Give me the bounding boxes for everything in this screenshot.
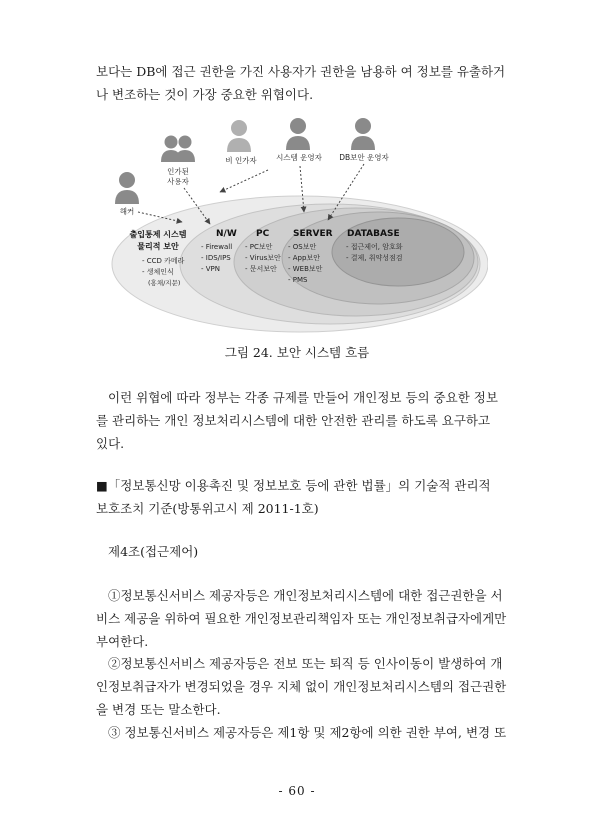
- db-admin-person-icon: [351, 118, 375, 150]
- para3-line-1: ■「정보통신망 이용촉진 및 정보보호 등에 관한 법률」의 기술적 관리적: [96, 478, 491, 493]
- physical-item-3: (홍채/지문): [148, 279, 181, 287]
- database-title: DATABASE: [347, 229, 400, 239]
- server-item-2: - App보안: [288, 254, 320, 262]
- physical-item-1: - CCD 카메라: [142, 257, 185, 265]
- physical-item-2: - 생체인식: [142, 268, 174, 276]
- server-item-4: - PMS: [288, 276, 308, 284]
- authorized-user-label-1: 인가된: [167, 167, 189, 176]
- para3-line-2: 보호조치 기준(방통위고시 제 2011-1호): [96, 501, 319, 516]
- para2-line-1: 이런 위협에 따라 정부는 각종 규제를 만들어 개인정보 등의 중요한 정보: [108, 390, 498, 405]
- unauthorized-person-icon: [227, 120, 251, 152]
- clause2-line-1: ②정보통신서비스 제공자등은 전보 또는 퇴직 등 인사이동이 발생하여 개: [108, 656, 503, 671]
- clause1-line-3: 부여한다.: [96, 634, 149, 649]
- network-item-3: - VPN: [201, 265, 220, 273]
- authorized-users-icon: [161, 136, 195, 163]
- network-item-1: - Firewall: [201, 243, 233, 251]
- law-reference-paragraph: [96, 474, 516, 520]
- clause2-line-3: 을 변경 또는 말소한다.: [96, 702, 221, 717]
- database-item-2: - 결제, 취약성점검: [346, 254, 403, 262]
- db-admin-label: DB보안 운영자: [339, 153, 389, 162]
- pc-item-3: - 문서보안: [245, 265, 277, 273]
- article-heading: 제4조(접근제어): [108, 544, 199, 559]
- figure-caption: 그림 24. 보안 시스템 흐름: [224, 345, 370, 360]
- intro-line-1: 보다는 DB에 접근 권한을 가진 사용자가 권한을 남용하 여 정보를 유출하거: [96, 64, 506, 79]
- clause3-line-1: ③ 정보통신서비스 제공자등은 제1항 및 제2항에 의한 권한 부여, 변경 또: [108, 725, 507, 740]
- system-admin-label: 시스템 운영자: [276, 153, 322, 162]
- page-number: - 60 -: [278, 784, 316, 798]
- clause1-line-1: ①정보통신서비스 제공자등은 개인정보처리시스템에 대한 접근권한을 서: [108, 588, 503, 603]
- clause2-line-2: 인정보취급자가 변경되었을 경우 지체 없이 개인정보처리시스템의 접근권한: [96, 679, 507, 694]
- database-item-1: - 접근제어, 암호화: [346, 243, 403, 251]
- network-item-2: - IDS/IPS: [201, 254, 231, 262]
- security-flow-diagram: [108, 112, 488, 334]
- pc-item-2: - Virus보안: [245, 254, 281, 262]
- intro-line-2: 나 변조하는 것이 가장 중요한 위협이다.: [96, 87, 314, 102]
- system-admin-person-icon: [286, 118, 310, 150]
- pc-title: PC: [256, 229, 270, 239]
- para2-line-3: 있다.: [96, 436, 125, 451]
- hacker-person-icon: [115, 172, 139, 204]
- physical-title-1: 출입통제 시스템: [129, 230, 187, 239]
- intro-paragraph: [96, 60, 516, 106]
- clause1-line-2: 비스 제공을 위하여 필요한 개인정보관리책임자 또는 개인정보취급자에게만: [96, 611, 507, 626]
- clause-1: [96, 584, 516, 653]
- hacker-label: 해커: [119, 207, 135, 216]
- server-title: SERVER: [293, 229, 333, 239]
- para2-line-2: 를 관리하는 개인 정보처리시스템에 대한 안전한 관리를 하도록 요구하고: [96, 413, 491, 428]
- clause-3: [96, 721, 516, 744]
- unauthorized-label: 비 인가자: [225, 156, 257, 165]
- pc-item-1: - PC보안: [245, 243, 273, 251]
- physical-title-2: 물리적 보안: [137, 242, 179, 251]
- clause-2: [96, 652, 516, 721]
- network-title: N/W: [216, 229, 237, 239]
- authorized-user-label-2: 사용자: [167, 177, 189, 186]
- regulation-paragraph: [96, 386, 516, 455]
- server-item-1: - OS보안: [288, 243, 317, 251]
- server-item-3: - WEB보안: [288, 265, 323, 273]
